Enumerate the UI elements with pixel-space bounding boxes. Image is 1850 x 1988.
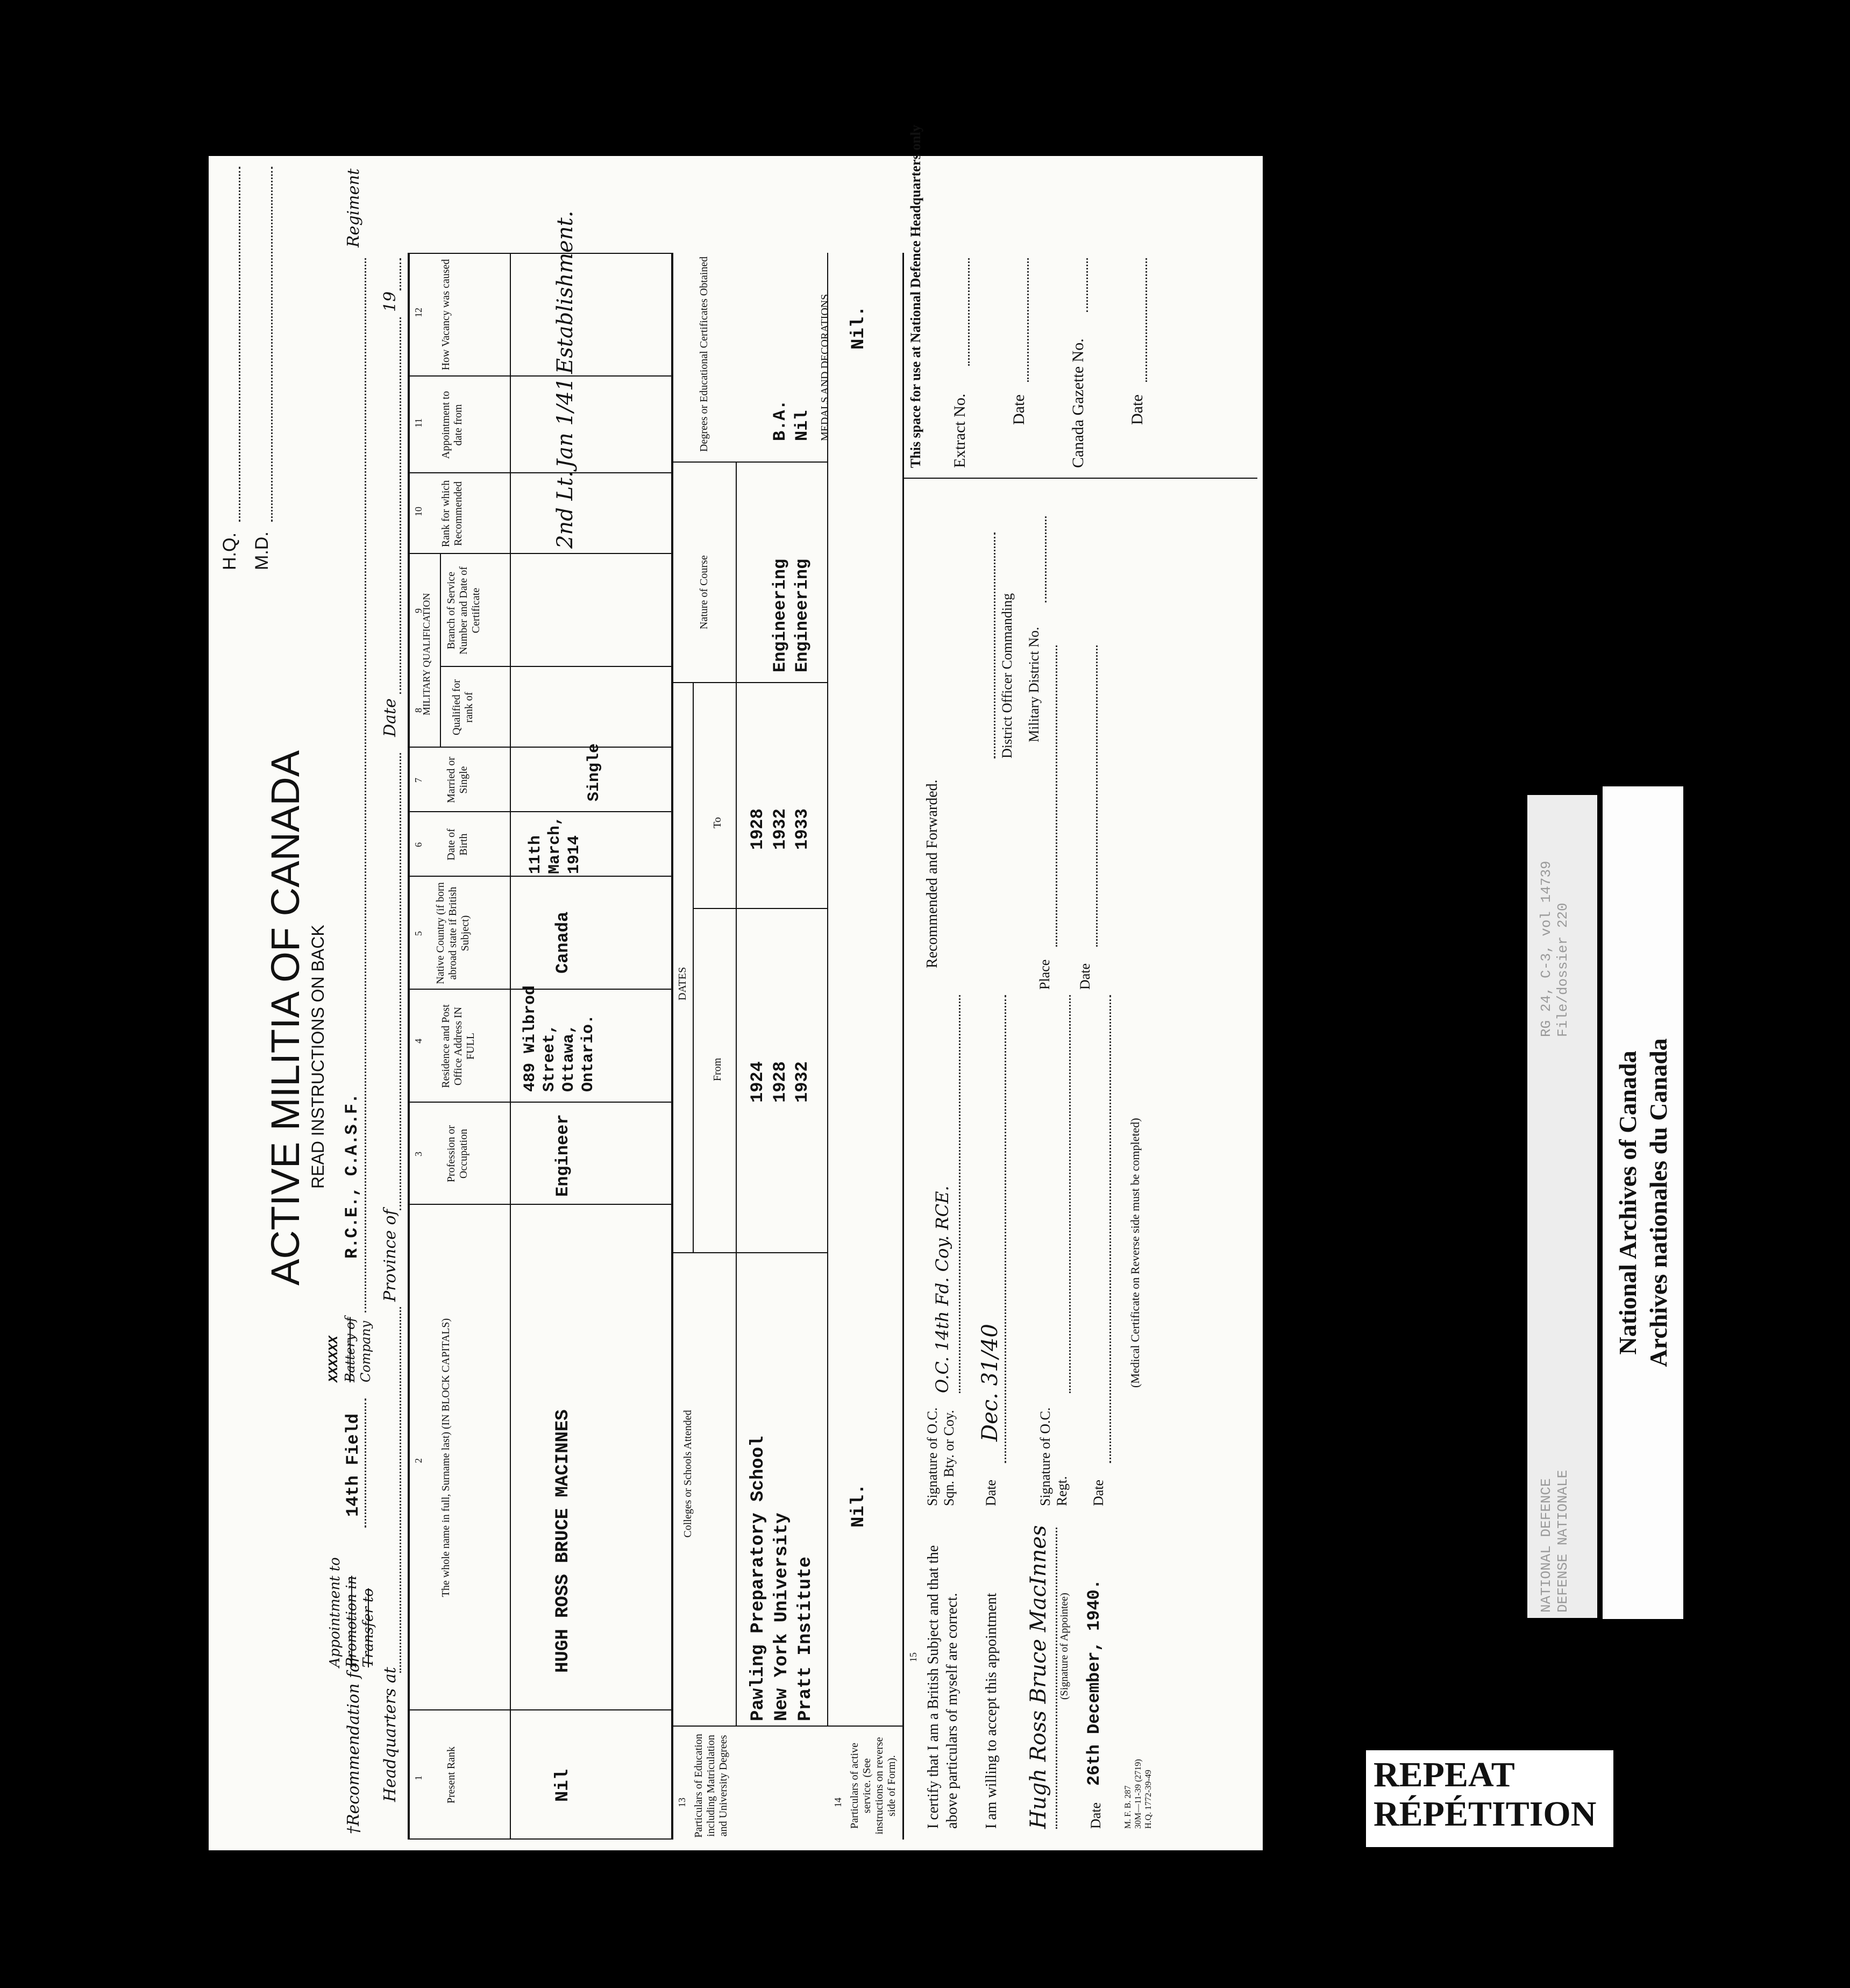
to-year: 1933 [792,808,813,850]
dates-rule [693,683,694,1253]
company-option: Company [358,1320,373,1382]
stamp-right [1538,861,1571,1037]
form-title: ACTIVE MILITIA OF CANADA [263,750,308,1286]
edu-sep [693,908,827,909]
appointment-to-option: Appointment to [327,1557,343,1667]
stamp-line: NATIONAL DEFENCE [1538,1478,1554,1613]
cell-address [521,985,598,1092]
col-num-8: 8 [413,708,424,713]
col-sep [408,747,671,748]
unit-name: 14th Field [343,1413,363,1517]
footer-line: 30M—11-39 (2719) [1134,1759,1143,1829]
col-sep [408,876,671,877]
address-line: Ontario. [579,1014,597,1092]
mil-qual-rule [440,554,441,748]
edu-header-rule [736,463,737,1727]
table-top-rule [408,253,410,1840]
ndhq-date1-label: Date [1010,394,1028,425]
active-service-value: Nil. [849,1483,869,1528]
to-year: 1932 [770,808,790,850]
md-label: M.D. [252,531,272,570]
from-list [746,1061,814,1103]
doc-line [994,532,995,758]
col-head-qualified: Qualified for rank of [451,679,475,735]
from-year: 1932 [792,1061,813,1103]
col-head-birth: Date of Birth [445,828,469,861]
form-content [209,125,1263,1850]
cell-rank: Nil [553,1769,573,1802]
mil-qual-header: MILITARY QUALIFICATION [421,593,432,715]
col-num-1: 1 [413,1776,424,1780]
place-label: Place [1037,959,1052,990]
degree-name: Nil [792,410,813,441]
course-header: Nature of Course [698,555,710,629]
col-num-7: 7 [413,778,424,783]
school-name: Pawling Preparatory School [748,1436,769,1721]
ndhq-date2-line [1145,258,1147,382]
regiment-line [365,258,366,1312]
cell-birth [526,816,584,874]
col-num-6: 6 [413,842,424,847]
hq-line [239,167,240,522]
edu-sep [671,461,827,463]
col-sep [440,666,671,667]
to-list [746,808,814,850]
from-header: From [711,1057,723,1081]
edu-sep [671,1252,827,1253]
section-13-num: 13 [677,1798,687,1807]
date-label: Date [381,698,400,737]
headquarters-label: Headquarters at [381,1667,400,1802]
address-line: Ottawa, [560,1024,578,1092]
active-service-label: Particulars of active service. (See instructions on reverse side of Form). [849,1737,898,1835]
form-subtitle: READ INSTRUCTIONS ON BACK [308,925,328,1189]
oc-sig-line [959,995,960,1393]
ndhq-date2-label: Date [1128,394,1146,425]
appointee-signature: Hugh Ross Bruce MacInnes [1026,1525,1051,1829]
oc-date-line [1005,995,1006,1463]
course-name [746,559,769,672]
col-num-4: 4 [413,1039,424,1043]
oc-regt-label: Signature of O.C. Regt. [1037,1407,1070,1506]
cell-vacancy: Establishment. [553,210,578,374]
ndhq-border [902,478,1257,479]
address-line: 489 Wilbrod [521,985,539,1092]
col-head-country: Native Country (if born abroad state if British Subject) [435,882,471,984]
col-head-rank: Present Rank [445,1746,457,1804]
col-head-vacancy: How Vacancy was caused [440,259,452,371]
birth-line: 1914 [565,835,584,874]
oc-date2-line [1109,995,1111,1463]
col-num-9: 9 [413,608,424,613]
year-prefix: 19 [381,291,400,312]
stamp-content [1527,795,1597,1618]
to-year: 1928 [748,808,767,850]
stamp-left [1538,1470,1571,1613]
gazette-label: Canada Gazette No. [1069,338,1087,468]
to-header: To [711,817,723,828]
col-sep [408,1102,671,1103]
cell-profession: Engineer [553,1114,573,1197]
recommendation-label: †Recommendation for [344,1655,363,1834]
cell-married: Single [585,743,603,801]
oc-sig-label: Signature of O.C. Sqn. Bty. or Coy. [924,1407,957,1506]
signature-line [1056,1528,1057,1829]
promotion-in-option: Promotion in [344,1575,360,1667]
edu-sep [671,682,827,683]
school-name: New York University [772,1513,793,1721]
extract-line [968,258,970,366]
form-sheet [209,125,1263,1850]
province-label: Province of [381,1209,400,1302]
col-sep [408,472,671,473]
cert-date-label: Date [1088,1802,1104,1829]
appointment-options [327,1557,378,1667]
birth-line: March, [546,815,564,874]
col-head-date-from: Appointment to date from [440,390,464,459]
course-name: Engineering [770,558,790,672]
unit-line [365,1398,366,1528]
schools-list [746,1436,818,1722]
table-header-rule [510,253,511,1840]
year-line [400,258,401,290]
section-15-num: 15 [908,1652,919,1662]
archive-stamp-strip [1527,795,1597,1618]
col-sep [408,1838,671,1840]
medals-value: Nil. [849,306,869,350]
col-sep [408,1204,671,1205]
medical-note: (Medical Certificate on Reverse side must be completed) [1128,1118,1142,1388]
col-sep [408,811,671,812]
footer-line: H.Q. 1772-39-49 [1144,1770,1154,1829]
stamp-line: RG 24, C-3, vol 14739 [1538,861,1554,1037]
willing-text: I am willing to accept this appointment [983,1593,1000,1829]
course-name: Engineering [792,558,813,672]
battery-option: Battery of [342,1317,358,1382]
gazette-line [1086,258,1088,312]
stamp-line: DEFENSE NATIONALE [1555,1469,1571,1613]
md-no-line [1045,516,1047,602]
col-num-2: 2 [413,1458,424,1463]
edu-sep [671,1726,902,1727]
section-14-num: 14 [832,1798,843,1807]
fwd-date-label: Date [1077,963,1093,990]
archives-label-fr: Archives nationales du Canada [1645,1038,1672,1367]
place-line [1056,645,1057,947]
col-head-branch: Branch of Service Number and Date of Certificate [445,566,482,655]
doc-label: District Officer Commanding [999,593,1015,758]
md-no-label: Military District No. [1026,627,1042,742]
course-list [746,559,814,672]
oc-date-label: Date [983,1479,999,1506]
col-head-rank-recommended: Rank for which Recommended [440,480,464,548]
md-line [271,167,273,522]
regiment-label: Regiment [344,168,363,247]
province-line [400,753,401,1210]
oc-sig-value: O.C. 14th Fd. Coy. RCE. [932,1185,952,1393]
col-head-address: Residence and Post Office Address IN FULL [440,1004,476,1088]
birth-line: 11th [526,835,545,874]
col-sep [408,253,671,254]
col-num-10: 10 [413,507,424,516]
subunit-options [327,1317,373,1382]
ndhq-date1-line [1027,258,1029,382]
col-num-3: 3 [413,1152,424,1156]
degree-list [746,400,814,441]
subunit-struck: XXXXXX [327,1336,341,1382]
stamp-line: File/dossier 220 [1555,903,1571,1037]
col-head-name: The whole name in full, Surname last) (IN BLOCK CAPITALS) [440,1318,452,1598]
dates-header: DATES [677,967,688,1000]
cert-date-value: 26th December, 1940. [1084,1579,1104,1786]
footer-line: M. F. B. 287 [1123,1785,1133,1829]
hq-label: H.Q. [219,532,240,570]
col-num-11: 11 [413,418,424,428]
transfer-to-option: Transfer to [360,1588,377,1667]
repeat-label [1366,1750,1613,1847]
repeat-en: REPEAT [1374,1755,1515,1794]
extract-label: Extract No. [951,393,969,468]
colleges-header: Colleges or Schools Attended [682,1410,694,1538]
school-name: Pratt Institute [795,1556,816,1721]
col-num-5: 5 [413,931,424,936]
col-head-profession: Profession or Occupation [445,1125,469,1183]
col-num-12: 12 [413,308,424,317]
oc-date-value: Dec. 31/40 [978,1324,1002,1442]
oc-regt-line [1069,995,1071,1393]
oc-date2-label: Date [1091,1479,1106,1506]
cell-rank-recommended: 2nd Lt. [553,471,578,549]
cell-date-from: Jan 1/41 [553,377,578,468]
certify-text: I certify that I am a British Subject and that the above particulars of myself are correct. [925,1545,960,1829]
repeat-fr: RÉPÉTITION [1374,1794,1597,1834]
corps-name: R.C.E., C.A.S.F. [342,1093,362,1259]
section-14-rule [827,253,828,1727]
col-sep [408,375,671,377]
education-label: Particulars of Education including Matriculation and University Degrees [693,1734,729,1838]
fwd-date-line [1096,645,1098,947]
cell-country: Canada [553,911,573,974]
medals-header: MEDALS AND DECORATIONS [819,294,831,441]
col-head-married: Married or Single [445,756,469,804]
col-sep [408,553,671,554]
table-bottom-rule [671,253,673,1840]
ndhq-header: This space for use at National Defence Headquarters only [908,125,923,468]
form-footer [1123,1759,1154,1829]
address-line: Street, [540,1024,559,1092]
section-15-rule [902,253,904,1840]
cell-name: HUGH ROSS BRUCE MACINNES [553,1409,573,1673]
archives-label [1603,786,1683,1619]
archives-label-en: National Archives of Canada [1613,1050,1641,1355]
recommended-text: Recommended and Forwarded. [924,779,941,968]
archives-label-text [1603,786,1683,1619]
signature-caption: (Signature of Appointee) [1058,1593,1070,1700]
from-year: 1928 [770,1061,790,1103]
col-sep [408,1709,671,1710]
degree-name [746,400,769,441]
headquarters-line [400,1307,401,1673]
degree-name: B.A. [770,400,790,441]
from-year: 1924 [748,1061,767,1103]
degrees-header: Degrees or Educational Certificates Obtained [698,256,710,452]
date-line [400,317,401,694]
